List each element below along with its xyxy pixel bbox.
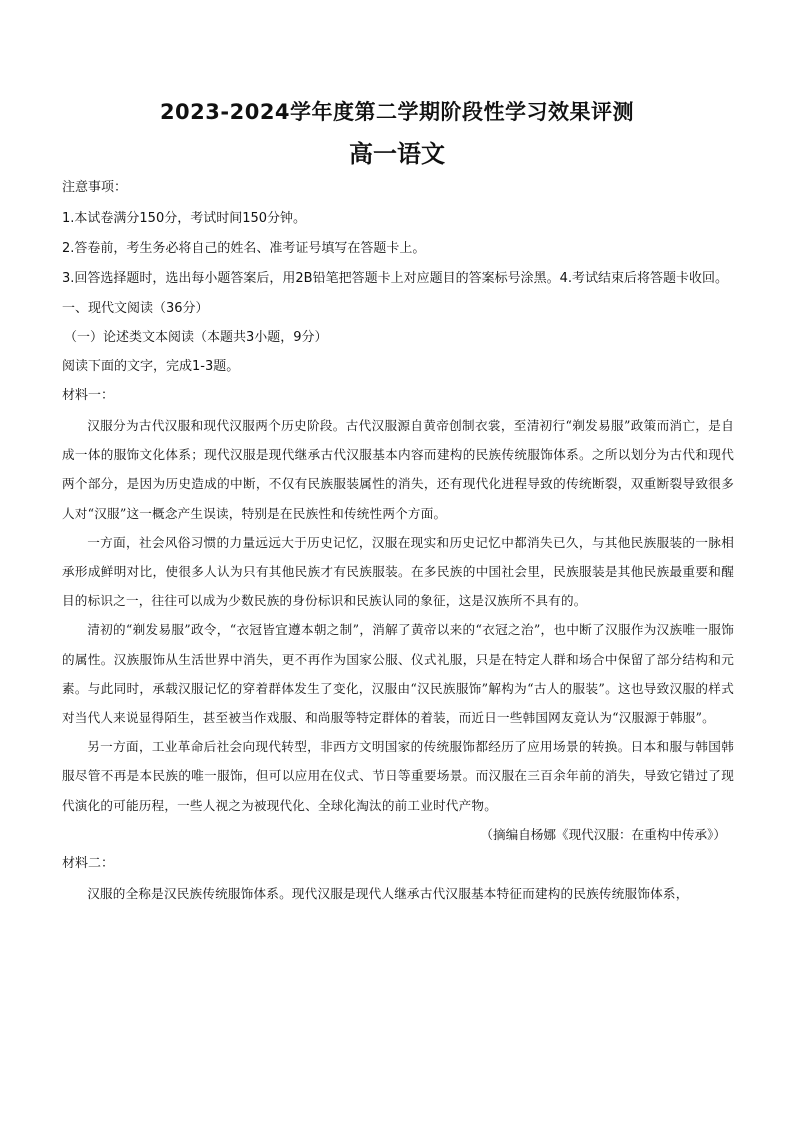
exam-title: 2023-2024学年度第二学期阶段性学习效果评测 — [159, 100, 635, 124]
material-one-source: （摘编自杨娜《现代汉服：在重构中传承》） — [480, 826, 726, 842]
material-one-paragraph: 一方面，社会风俗习惯的力量远远大于历史记忆，汉服在现实和历史记忆中都消失已久，与其他民族服装的一脉相承形成鲜明对比，使很多人认为只有其他民族才有民族服装。在多民族的中国社会里，民族服装是其他民族最重要和醒目的标识之一，往往可以成为少数民族的身份标识和民族认同的象征，这是汉族所不具有的。 — [62, 534, 734, 609]
notice-item: 3.回答选择题时，选出每小题答案后，用2B铅笔把答题卡上对应题目的答案标号涂黑。4.考试结束后将答题卡收回。 — [62, 271, 728, 286]
notice-item: 1.本试卷满分150分，考试时间150分钟。 — [62, 211, 307, 226]
exam-subject: 高一语文 — [349, 140, 445, 168]
section-heading-subpart-one: （一）论述类文本阅读（本题共3小题，9分） — [64, 330, 328, 345]
reading-instruction: 阅读下面的文字，完成1-3题。 — [62, 359, 240, 374]
section-heading-part-one: 一、现代文阅读（36分） — [62, 301, 209, 316]
material-one-paragraph: 清初的“剃发易服”政令，“衣冠皆宜遵本朝之制”，消解了黄帝以来的“衣冠之治”，也中断了汉服作为汉族唯一服饰的属性。汉族服饰从生活世界中消失，更不再作为国家公服、仪式礼服，只是在特定人群和场合中保留了部分结构和元素。与此同时，承载汉服记忆的穿着群体发生了变化，汉服由“汉民族服饰”解构为“古人的服装”。这也导致汉服的样式对当代人来说显得陌生，甚至被当作戏服、和尚服等特定群体的着装，而近日一些韩国网友竟认为“汉服源于韩服”。 — [62, 622, 734, 726]
exam-body — [62, 178, 734, 908]
material-two-label: 材料二： — [62, 856, 115, 872]
notice-item: 2.答卷前，考生务必将自己的姓名、准考证号填写在答题卡上。 — [62, 241, 426, 256]
material-one-label: 材料一： — [62, 388, 115, 403]
material-two-paragraph: 汉服的全称是汉民族传统服饰体系。现代汉服是现代人继承古代汉服基本特征而建构的民族传统服饰体系， — [87, 886, 689, 902]
material-one-paragraph: 另一方面，工业革命后社会向现代转型，非西方文明国家的传统服饰都经历了应用场景的转换。日本和服与韩国韩服尽管不再是本民族的唯一服饰，但可以应用在仪式、节日等重要场景。而汉服在三百余年前的消失，导致它错过了现代演化的可能历程，一些人视之为被现代化、全球化淘汰的前工业时代产物。 — [62, 739, 734, 813]
material-one-paragraph: 汉服分为古代汉服和现代汉服两个历史阶段。古代汉服源自黄帝创制衣裳，至清初行“剃发易服”政策而消亡，是自成一体的服饰文化体系；现代汉服是现代继承古代汉服基本内容而建构的民族传统服饰体系。之所以划分为古代和现代两个部分，是因为历史造成的中断，不仅有民族服装属性的消失，还有现代化进程导致的传统断裂，双重断裂导致很多人对“汉服”这一概念产生误读，特别是在民族性和传统性两个方面。 — [62, 418, 734, 521]
notice-heading: 注意事项： — [62, 180, 128, 195]
